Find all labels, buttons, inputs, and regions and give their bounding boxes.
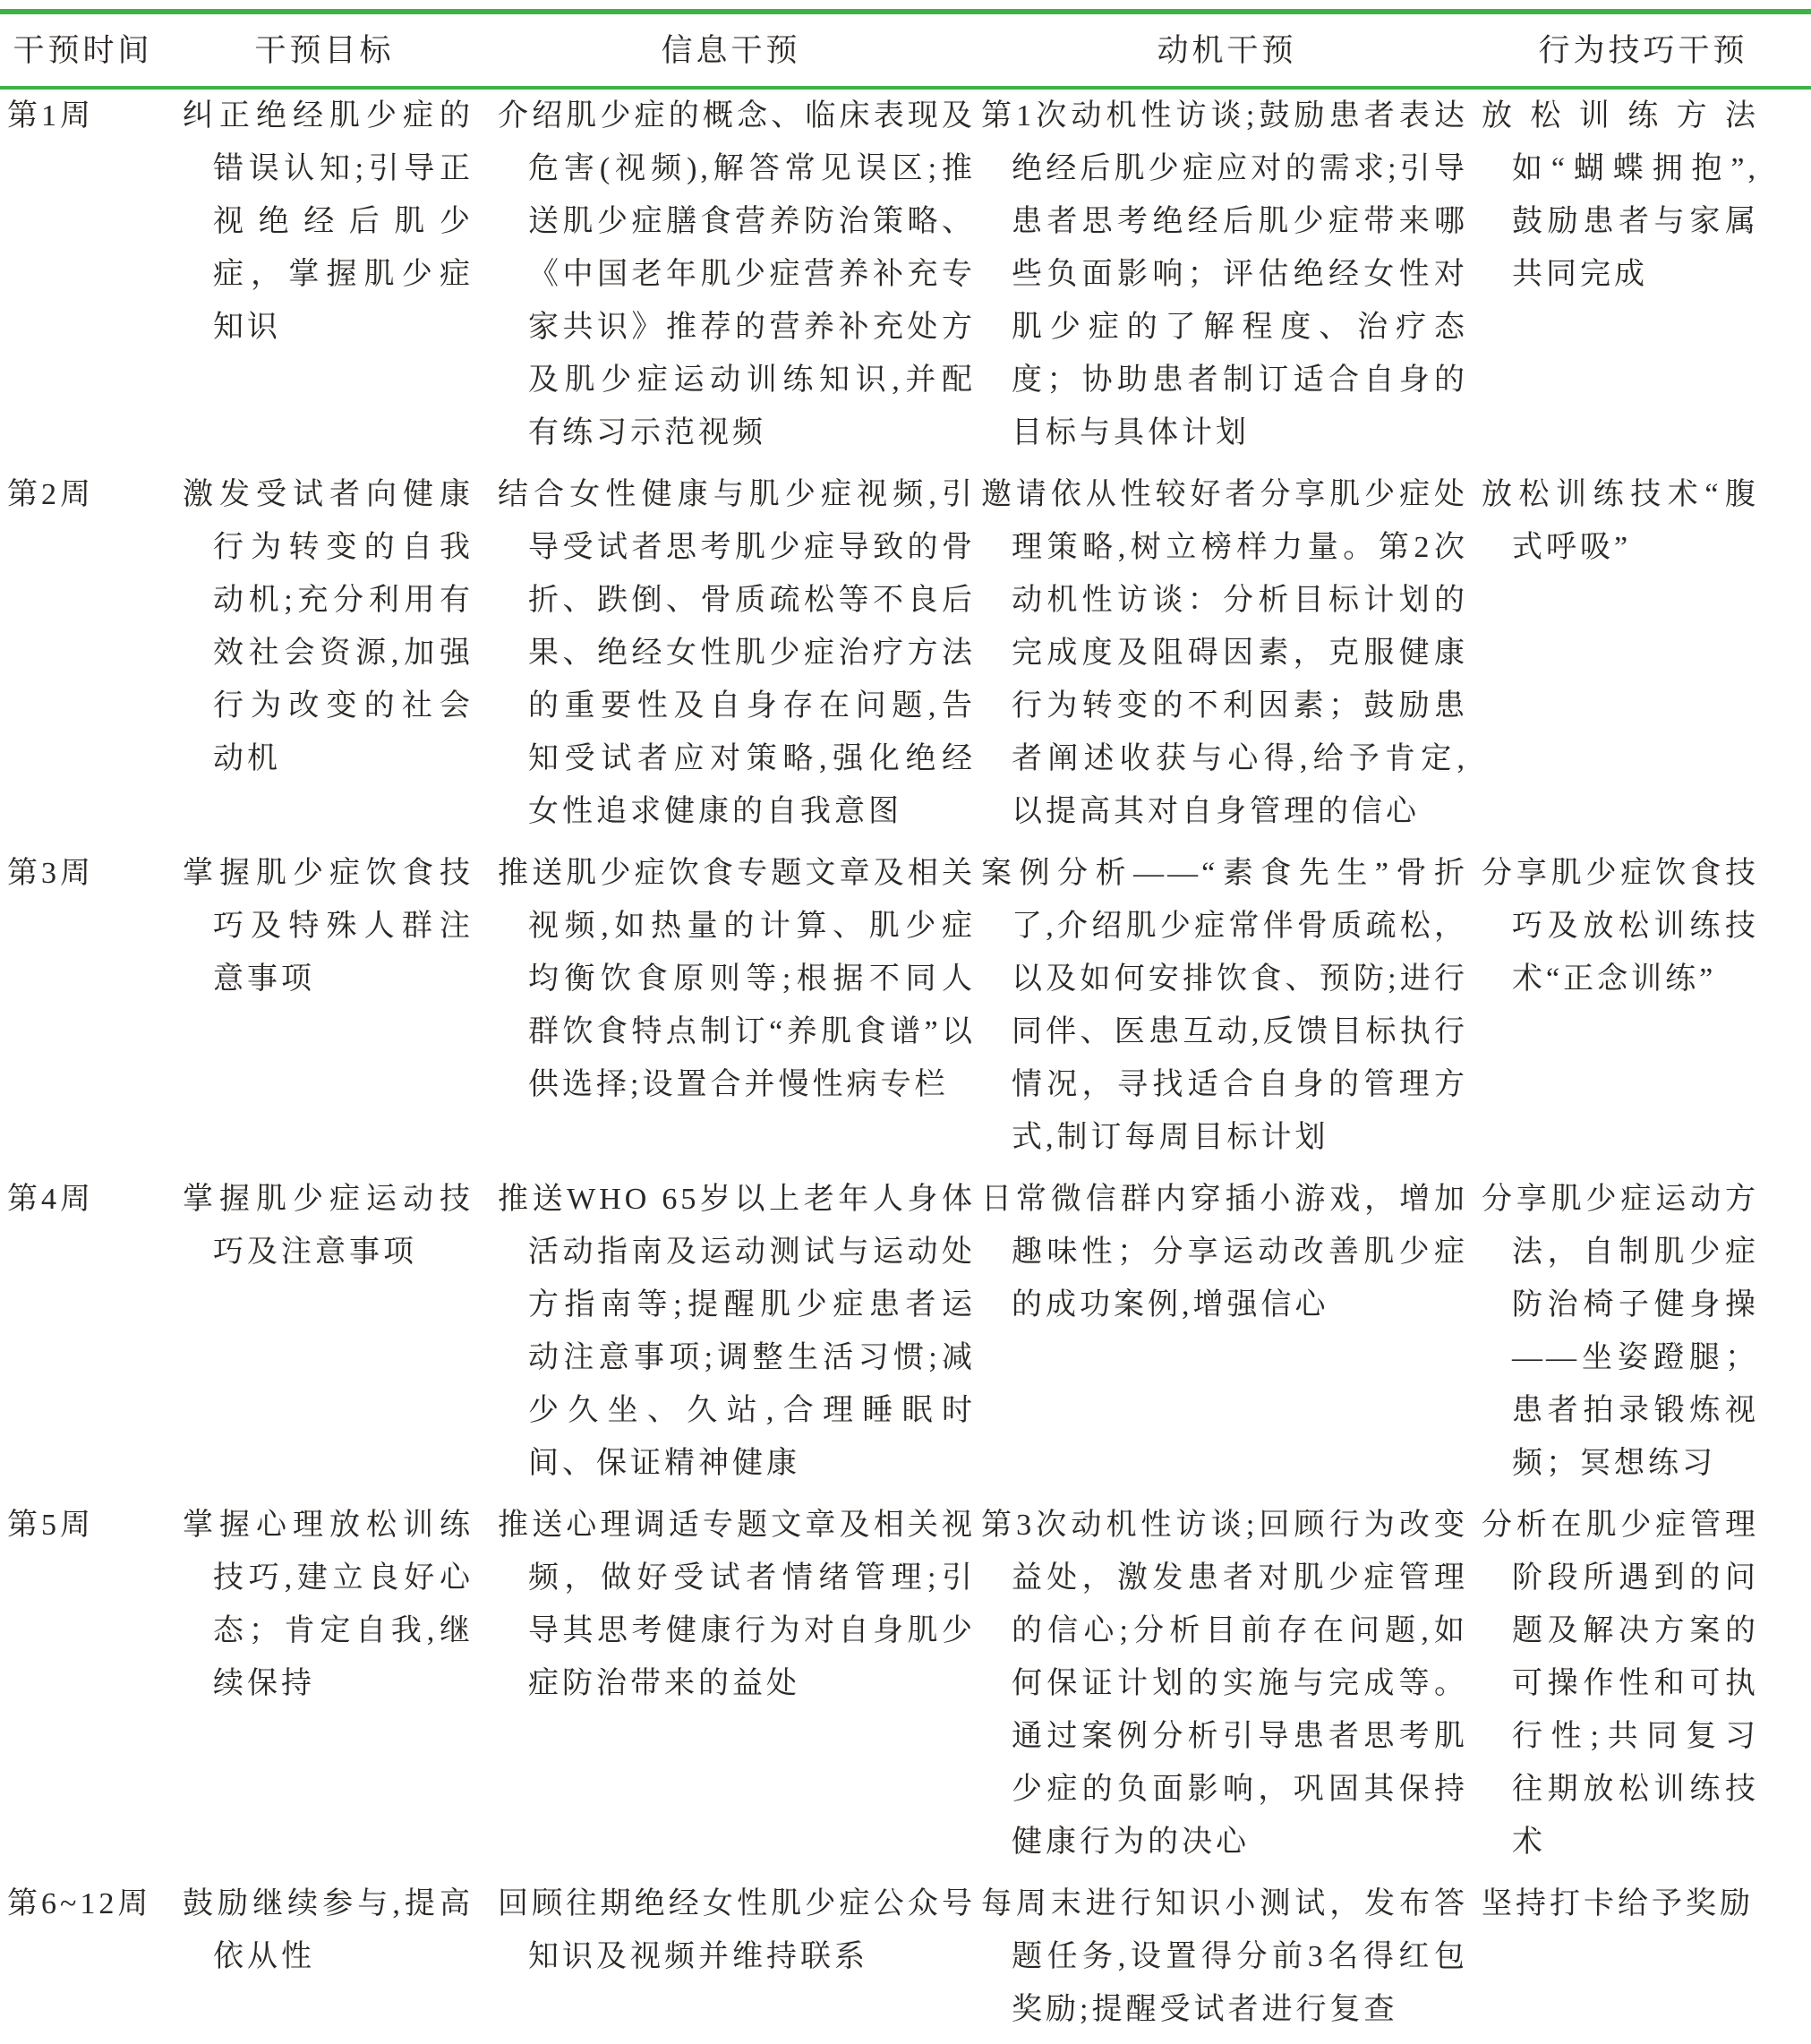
cell-information-intervention bbox=[483, 468, 978, 838]
cell-motivation-intervention bbox=[978, 1877, 1475, 2036]
cell-text: 掌握肌少症饮食技巧及特殊人群注意事项 bbox=[183, 857, 474, 996]
cell-intervention-time bbox=[0, 1877, 166, 2036]
cell-text: 放松训练技术“腹式呼吸” bbox=[1482, 478, 1759, 564]
cell-text: 第6~12周 bbox=[7, 1887, 152, 1920]
cell-intervention-time bbox=[0, 90, 166, 459]
cell-text: 每周末进行知识小测试，发布答题任务,设置得分前3名得红包奖励;提醒受试者进行复查 bbox=[981, 1887, 1468, 2026]
cell-text: 推送WHO 65岁以上老年人身体活动指南及运动测试与运动处方指南等;提醒肌少症患者运动注意事项;调整生活习惯;减少久坐、久站,合理睡眠时间、保证精神健康 bbox=[498, 1183, 976, 1480]
cell-text: 激发受试者向健康行为转变的自我动机;充分利用有效社会资源,加强行为改变的社会动机 bbox=[183, 478, 474, 775]
cell-information-intervention bbox=[483, 847, 978, 1164]
cell-text: 第1次动机性访谈;鼓励患者表达绝经后肌少症应对的需求;引导患者思考绝经后肌少症带来哪些负面影响；评估绝经女性对肌少症的了解程度、治疗态度；协助患者制订适合自身的目标与具体计划 bbox=[981, 99, 1468, 449]
table-row bbox=[0, 847, 1811, 1173]
table-row bbox=[0, 90, 1811, 468]
cell-text: 回顾往期绝经女性肌少症公众号知识及视频并维持联系 bbox=[498, 1887, 976, 1973]
cell-intervention-goal bbox=[166, 468, 483, 838]
cell-text: 推送肌少症饮食专题文章及相关视频,如热量的计算、肌少症均衡饮食原则等;根据不同人群饮食特点制订“养肌食谱”以供选择;设置合并慢性病专栏 bbox=[498, 857, 976, 1101]
cell-text: 分享肌少症运动方法，自制肌少症防治椅子健身操——坐姿蹬腿；患者拍录锻炼视频；冥想练习 bbox=[1482, 1183, 1759, 1480]
cell-text: 第1周 bbox=[7, 99, 94, 133]
cell-text: 分析在肌少症管理阶段所遇到的问题及解决方案的可操作性和可执行性;共同复习往期放松训练技术 bbox=[1482, 1509, 1759, 1859]
cell-information-intervention bbox=[483, 1173, 978, 1490]
cell-behavior-skills-intervention bbox=[1475, 1499, 1811, 1869]
cell-motivation-intervention bbox=[978, 90, 1475, 459]
cell-behavior-skills-intervention bbox=[1475, 847, 1811, 1164]
cell-text: 邀请依从性较好者分享肌少症处理策略,树立榜样力量。第2次动机性访谈：分析目标计划的完成度及阻碍因素，克服健康行为转变的不利因素；鼓励患者阐述收获与心得,给予肯定,以提高其对自身管理的信心 bbox=[981, 478, 1468, 828]
cell-behavior-skills-intervention bbox=[1475, 90, 1811, 459]
cell-behavior-skills-intervention bbox=[1475, 1173, 1811, 1490]
cell-intervention-time bbox=[0, 468, 166, 838]
column-header-information: 信息干预 bbox=[661, 32, 801, 68]
table-row bbox=[0, 1173, 1811, 1499]
cell-text: 掌握心理放松训练技巧,建立良好心态；肯定自我,继续保持 bbox=[183, 1509, 474, 1700]
table-body bbox=[0, 90, 1811, 2044]
cell-text: 第5周 bbox=[7, 1509, 94, 1542]
cell-text: 第4周 bbox=[7, 1183, 94, 1216]
table-row bbox=[0, 1877, 1811, 2044]
cell-motivation-intervention bbox=[978, 468, 1475, 838]
cell-text: 案例分析——“素食先生”骨折了,介绍肌少症常伴骨质疏松，以及如何安排饮食、预防;进行同伴、医患互动,反馈目标执行情况，寻找适合自身的管理方式,制订每周目标计划 bbox=[981, 857, 1468, 1154]
cell-text: 鼓励继续参与,提高依从性 bbox=[183, 1887, 474, 1973]
cell-intervention-goal bbox=[166, 1499, 483, 1869]
cell-text: 推送心理调适专题文章及相关视频，做好受试者情绪管理;引导其思考健康行为对自身肌少症防治带来的益处 bbox=[498, 1509, 976, 1700]
cell-text: 第3次动机性访谈;回顾行为改变益处，激发患者对肌少症管理的信心;分析目前存在问题,如何保证计划的实施与完成等。通过案例分析引导患者思考肌少症的负面影响，巩固其保持健康行为的决心 bbox=[981, 1509, 1468, 1859]
table-header-row bbox=[0, 14, 1811, 86]
column-header-motivation: 动机干预 bbox=[1157, 32, 1297, 68]
cell-motivation-intervention bbox=[978, 1173, 1475, 1490]
cell-intervention-time bbox=[0, 1173, 166, 1490]
column-header-time: 干预时间 bbox=[13, 32, 153, 68]
cell-intervention-goal bbox=[166, 1173, 483, 1490]
cell-text: 第2周 bbox=[7, 478, 94, 511]
cell-behavior-skills-intervention bbox=[1475, 468, 1811, 838]
cell-text: 坚持打卡给予奖励 bbox=[1482, 1887, 1754, 1920]
cell-motivation-intervention bbox=[978, 847, 1475, 1164]
cell-text: 分享肌少症饮食技巧及放松训练技术“正念训练” bbox=[1482, 857, 1759, 996]
column-header-behavior-skills: 行为技巧干预 bbox=[1538, 32, 1748, 68]
cell-intervention-time bbox=[0, 1499, 166, 1869]
cell-text: 掌握肌少症运动技巧及注意事项 bbox=[183, 1183, 474, 1269]
cell-text: 第3周 bbox=[7, 857, 94, 890]
cell-intervention-goal bbox=[166, 847, 483, 1164]
cell-motivation-intervention bbox=[978, 1499, 1475, 1869]
cell-intervention-goal bbox=[166, 1877, 483, 2036]
cell-text: 结合女性健康与肌少症视频,引导受试者思考肌少症导致的骨折、跌倒、骨质疏松等不良后果、绝经女性肌少症治疗方法的重要性及自身存在问题,告知受试者应对策略,强化绝经女性追求健康的自我意图 bbox=[498, 478, 976, 828]
cell-text: 放松训练方法如“蝴蝶拥抱”,鼓励患者与家属共同完成 bbox=[1482, 99, 1759, 291]
table-row bbox=[0, 1499, 1811, 1877]
cell-behavior-skills-intervention bbox=[1475, 1877, 1811, 2036]
cell-intervention-time bbox=[0, 847, 166, 1164]
cell-text: 纠正绝经肌少症的错误认知;引导正视绝经后肌少症，掌握肌少症知识 bbox=[183, 99, 474, 344]
cell-intervention-goal bbox=[166, 90, 483, 459]
cell-text: 日常微信群内穿插小游戏，增加趣味性；分享运动改善肌少症的成功案例,增强信心 bbox=[981, 1183, 1468, 1321]
table-row bbox=[0, 468, 1811, 847]
cell-information-intervention bbox=[483, 90, 978, 459]
cell-information-intervention bbox=[483, 1499, 978, 1869]
cell-information-intervention bbox=[483, 1877, 978, 2036]
cell-text: 介绍肌少症的概念、临床表现及危害(视频),解答常见误区;推送肌少症膳食营养防治策略、《中国老年肌少症营养补充专家共识》推荐的营养补充处方及肌少症运动训练知识,并配有练习示范视频 bbox=[498, 99, 976, 449]
column-header-goal: 干预目标 bbox=[254, 32, 395, 68]
